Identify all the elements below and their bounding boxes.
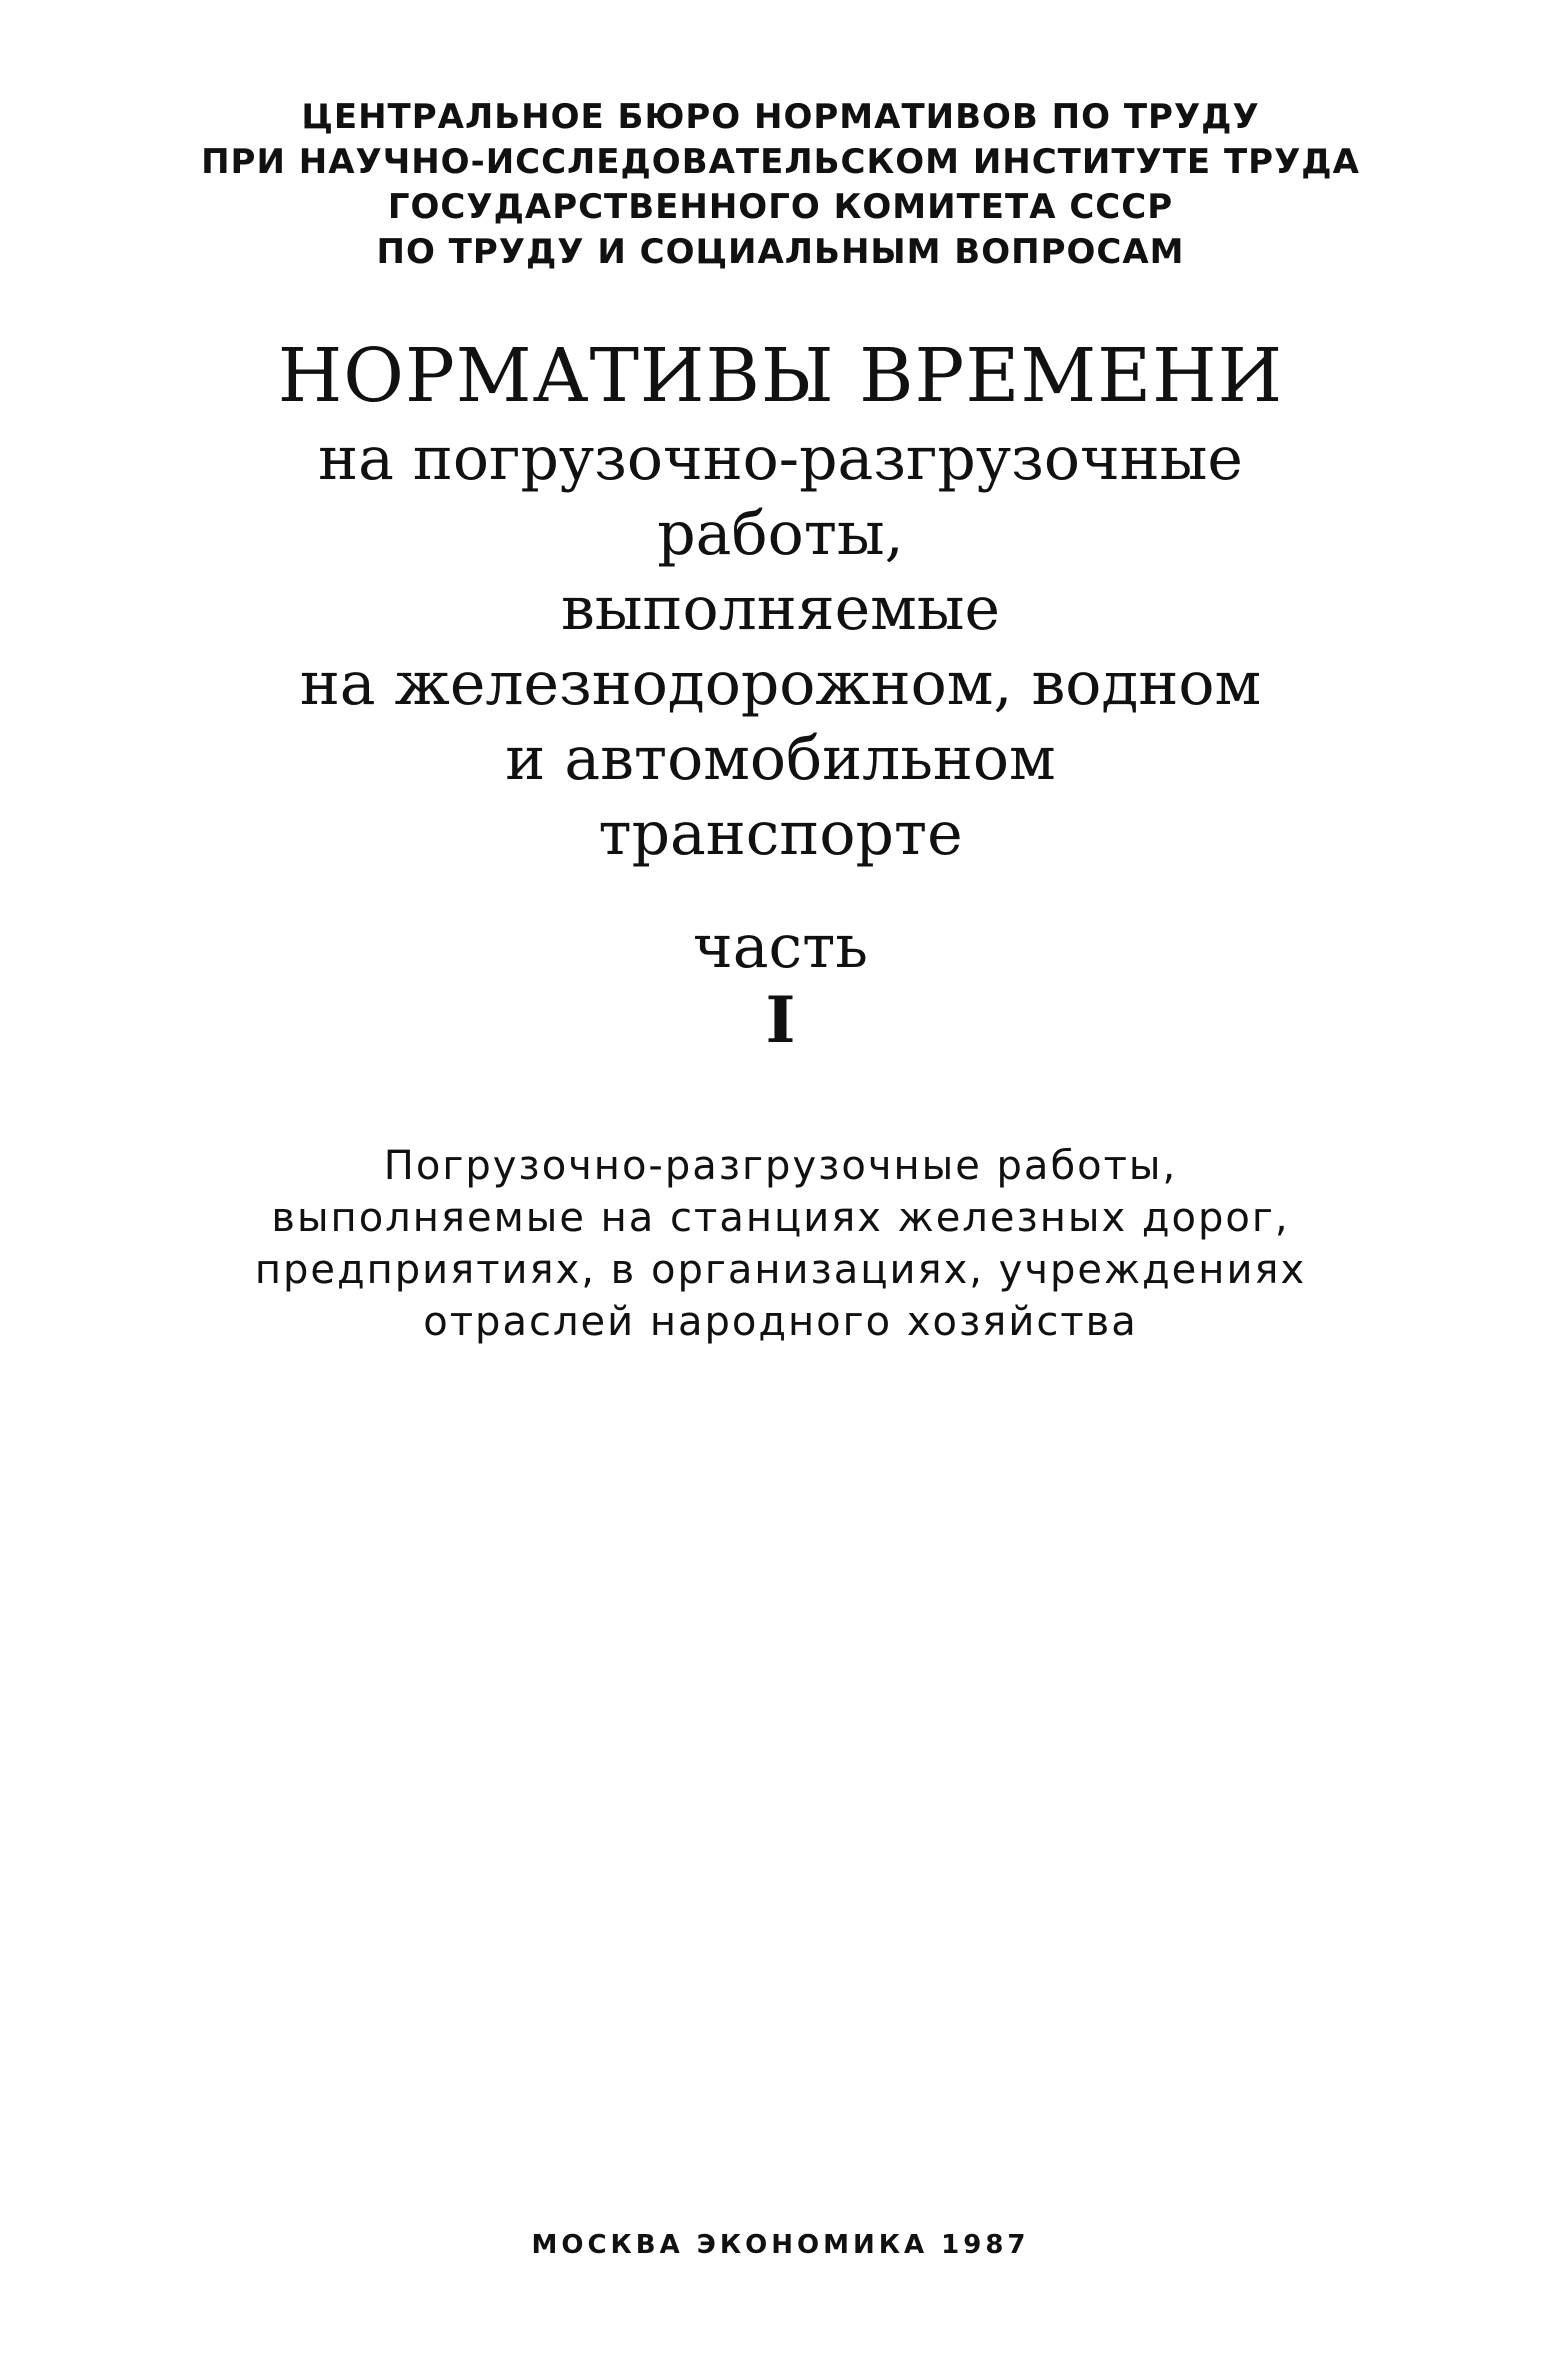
organization-line: ГОСУДАРСТВЕННОГО КОМИТЕТА СССР	[387, 187, 1174, 227]
organization-line: ПО ТРУДУ И СОЦИАЛЬНЫМ ВОПРОСАМ	[376, 232, 1185, 272]
publisher-imprint: МОСКВА ЭКОНОМИКА 1987	[531, 2230, 1030, 2260]
subtitle-line: на погрузочно-разгрузочные	[318, 424, 1243, 494]
description-block	[0, 1140, 1561, 1348]
title-block	[0, 330, 1561, 872]
subtitle-line: выполняемые	[560, 574, 1001, 644]
subtitle-line: транспорте	[598, 799, 963, 869]
part-label: часть	[693, 912, 868, 982]
part-block	[0, 912, 1561, 1060]
description-line: выполняемые на станциях железных дорог,	[271, 1195, 1290, 1241]
description-line: Погрузочно-разгрузочные работы,	[383, 1143, 1178, 1189]
description-line: предприятиях, в организациях, учреждениях	[254, 1247, 1307, 1293]
subtitle-line: работы,	[657, 499, 904, 569]
organization-line: ЦЕНТРАЛЬНОЕ БЮРО НОРМАТИВОВ ПО ТРУДУ	[301, 97, 1260, 137]
subtitle-line: на железнодорожном, водном	[299, 649, 1262, 719]
organization-line: ПРИ НАУЧНО-ИССЛЕДОВАТЕЛЬСКОМ ИНСТИТУТЕ ТРУДА	[201, 142, 1360, 182]
subtitle-line: и автомобильном	[505, 724, 1056, 794]
part-number: I	[765, 983, 796, 1058]
document-title: НОРМАТИВЫ ВРЕМЕНИ	[277, 333, 1284, 419]
description-line: отраслей народного хозяйства	[423, 1299, 1138, 1345]
organization-header	[0, 95, 1561, 275]
